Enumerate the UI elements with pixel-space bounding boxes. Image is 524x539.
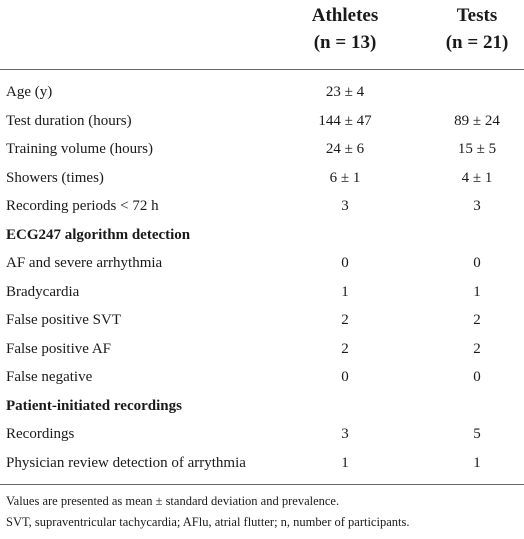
cell-tests: 4 ± 1 [461, 169, 493, 186]
table-bottom-rule [0, 484, 524, 485]
cell-tests: 1 [473, 454, 481, 471]
row-label: Bradycardia [6, 283, 80, 300]
footnote-1: Values are presented as mean ± standard deviation and prevalence. [6, 494, 340, 508]
cell-athletes: 24 ± 6 [325, 141, 365, 157]
row-label: Showers (times) [6, 169, 104, 186]
cell-athletes: 0 [341, 369, 349, 385]
row-label: False positive SVT [6, 312, 121, 328]
table-row [0, 164, 524, 193]
table-row [0, 449, 524, 478]
cell-athletes: 1 [341, 454, 349, 471]
cell-tests: 3 [473, 198, 481, 214]
column-header-athletes [291, 0, 399, 56]
cell-athletes: 3 [341, 198, 349, 214]
cell-tests: 1 [473, 283, 481, 300]
footnote-2: SVT, supraventricular tachycardia; AFlu, atrial flutter; n, number of participants. [6, 515, 410, 529]
table-row [0, 249, 524, 278]
table-row [0, 278, 524, 307]
cell-tests: 15 ± 5 [457, 141, 497, 157]
table-row [0, 107, 524, 136]
column-header-athletes-title: Athletes [311, 5, 379, 26]
cell-athletes: 2 [341, 312, 349, 328]
cell-athletes: 3 [341, 426, 349, 442]
row-label: False positive AF [6, 340, 112, 357]
table-row [0, 335, 524, 364]
column-header-tests-title: Tests [456, 5, 498, 26]
column-header-tests [430, 0, 524, 56]
column-header-tests-count: (n = 21) [445, 32, 509, 53]
cell-tests: 89 ± 24 [454, 112, 500, 129]
cell-athletes: 144 ± 47 [318, 112, 372, 129]
row-label: Physician review detection of arrythmia [6, 454, 246, 471]
table-header [0, 0, 524, 70]
table-row [0, 363, 524, 392]
table-row [0, 135, 524, 164]
table-row [0, 306, 524, 335]
cell-athletes: 2 [341, 340, 349, 357]
row-label: Test duration (hours) [6, 112, 132, 129]
table-section-row [0, 221, 524, 250]
cell-tests: 0 [473, 369, 481, 385]
column-header-athletes-count: (n = 13) [313, 32, 377, 53]
cell-tests: 5 [473, 426, 481, 442]
table-row [0, 78, 524, 107]
cell-athletes: 0 [341, 255, 349, 271]
section-heading: Patient-initiated recordings [6, 397, 182, 414]
section-heading: ECG247 algorithm detection [6, 226, 191, 243]
cell-athletes: 23 ± 4 [325, 84, 365, 100]
row-label: Training volume (hours) [6, 141, 153, 157]
cell-tests: 2 [473, 340, 481, 357]
row-label: False negative [6, 369, 93, 385]
row-label: Recording periods < 72 h [6, 198, 159, 214]
table-row [0, 420, 524, 449]
row-label: Age (y) [6, 84, 53, 100]
row-label: Recordings [6, 426, 75, 442]
cell-athletes: 6 ± 1 [329, 169, 361, 186]
cell-athletes: 1 [341, 283, 349, 300]
cell-tests: 0 [473, 255, 481, 271]
table-row [0, 192, 524, 221]
table-section-row [0, 392, 524, 421]
row-label: AF and severe arrhythmia [6, 255, 163, 271]
cell-tests: 2 [473, 312, 481, 328]
